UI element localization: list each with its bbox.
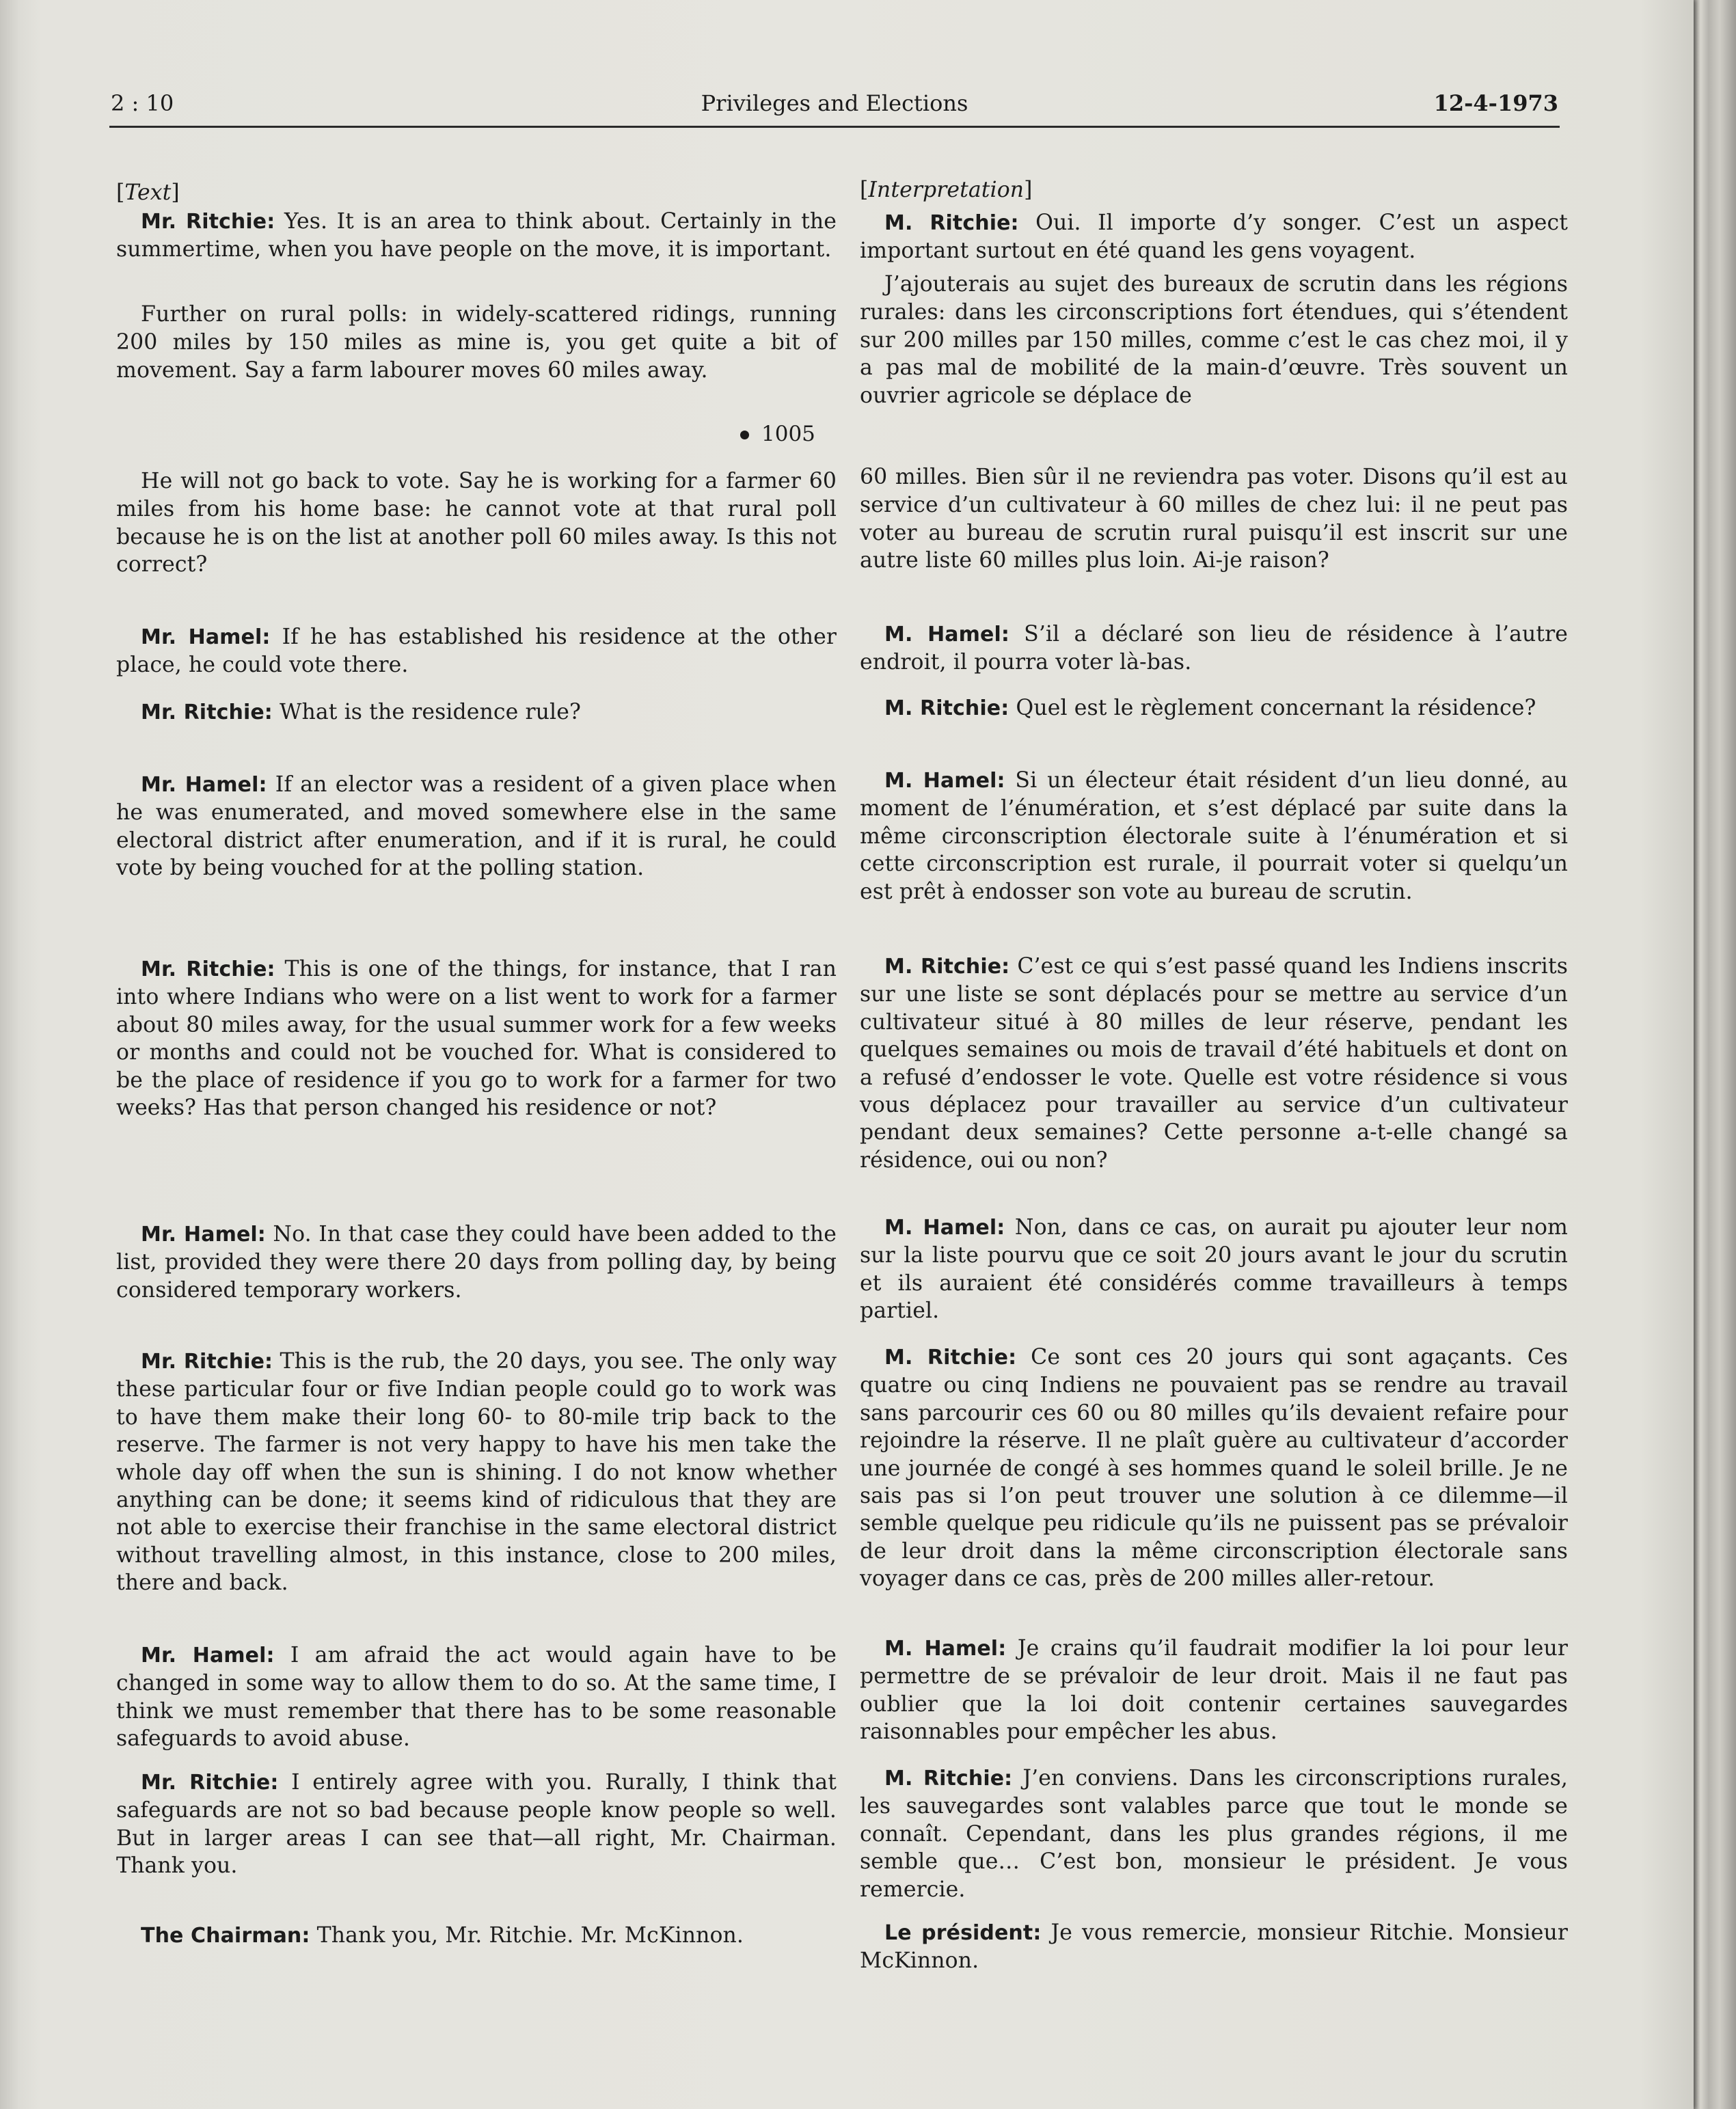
page-number: 2 : 10 (111, 90, 174, 116)
section-label-right: Interpretation (868, 178, 1025, 202)
speaker: The Chairman: (141, 1924, 310, 1948)
speaker: M. Ritchie: (884, 1346, 1017, 1370)
paragraph (860, 694, 1568, 722)
paragraph-text: He will not go back to vote. Say he is working for a farmer 60 miles from his home base: he cannot vote at that rural poll because he is on the list at another poll 60 miles away. Is this not correct? (116, 469, 837, 577)
paragraph-text: Thank you, Mr. Ritchie. Mr. McKinnon. (310, 1923, 744, 1948)
speaker: Mr. Ritchie: (141, 700, 273, 724)
paragraph (860, 209, 1568, 265)
paragraph (860, 1765, 1568, 1903)
paragraph (860, 1214, 1568, 1325)
paragraph-text: No. In that case they could have been added to the list, provided they were there 20 days from polling day, by being considered temporary workers. (116, 1222, 837, 1303)
speaker: M. Ritchie: (884, 955, 1010, 979)
paragraph-text: Oui. Il importe d’y songer. C’est un aspect important surtout en été quand les gens voyagent. (860, 210, 1568, 264)
paragraph-text: Non, dans ce cas, on aurait pu ajouter leur nom sur la liste pourvu que ce soit 20 jours avant le jour du scrutin et ils auraient été considérés comme travailleurs à temps partiel. (860, 1215, 1568, 1324)
paragraph (860, 1344, 1568, 1593)
paragraph-text: Yes. It is an area to think about. Certainly in the summertime, when you have people on the move, it is important. (116, 209, 837, 262)
page-stack-edge (1688, 0, 1736, 2109)
paragraph (116, 698, 837, 726)
paragraph-text: Ce sont ces 20 jours qui sont agaçants. Ces quatre ou cinq Indiens ne pouvaient pas se rendre au travail sans parcourir ces 60 ou 80 milles qu’ils devaient refaire pour rejoindre la réserve. Il ne plaît guère au cultivateur d’accorder une journée de congé à ses hommes quand le soleil brille. Je ne sais pas si l’on peut trouver une solution à ce dilemme—il semble quelque peu ridicule qu’ils ne puissent pas se prévaloir de leur droit dans la même circonscription électorale sans voyager dans ce cas, près de 200 milles aller-retour. (860, 1345, 1568, 1592)
paragraph (116, 1769, 837, 1880)
paragraph (860, 767, 1568, 906)
paragraph (860, 463, 1568, 575)
paragraph (116, 208, 837, 264)
paragraph-text: Je vous remercie, monsieur Ritchie. Monsieur McKinnon. (860, 1920, 1569, 1974)
time-marker-value: 1005 (761, 422, 815, 446)
paragraph (116, 623, 837, 679)
speaker: M. Hamel: (884, 769, 1005, 793)
paragraph (860, 953, 1568, 1174)
page-date: 12-4-1973 (1433, 90, 1558, 116)
speaker: M. Hamel: (884, 1216, 1005, 1240)
paragraph-text: Further on rural polls: in widely-scattered ridings, running 200 miles by 150 miles as mine is, you get quite a bit of movement. Say a farm labourer moves 60 miles away. (116, 302, 837, 383)
paragraph (860, 1919, 1568, 1975)
paragraph (860, 621, 1568, 677)
speaker: Mr. Ritchie: (141, 210, 275, 234)
paragraph (116, 467, 837, 579)
paragraph-text: This is the rub, the 20 days, you see. The only way these particular four or five Indian people could go to work was to have them make their long 60- to 80-mile trip back to the reserve. The farmer is not very happy to have his men take the whole day off when the sun is shining. I do not know whether anything can be done; it seems kind of ridiculous that they are not able to exercise their franchise in the same electoral district without travelling almost, in this instance, close to 200 miles, there and back. (116, 1349, 837, 1596)
paragraph (116, 1221, 837, 1304)
paragraph-text: This is one of the things, for instance, that I ran into where Indians who were on a list went to work for a farmer about 80 miles away, for the usual summer work for a few weeks or months and could not be vouched for. What is considered to be the place of residence if you go to work for a farmer for two weeks? Has that person changed his residence or not? (116, 957, 837, 1121)
paragraph-text: Quel est le règlement concernant la résidence? (1009, 696, 1536, 720)
paragraph-text: If he has established his residence at the other place, he could vote there. (116, 625, 837, 678)
speaker: Mr. Hamel: (141, 625, 271, 649)
speaker: M. Ritchie: (884, 696, 1009, 720)
paragraph (116, 955, 837, 1121)
speaker: M. Hamel: (884, 623, 1009, 647)
speaker: M. Ritchie: (884, 211, 1019, 235)
section-label-interpretation: [Interpretation] (860, 178, 1033, 202)
paragraph-text: I am afraid the act would again have to be changed in some way to allow them to do so. At the same time, I think we must remember that there has to be some reasonable safeguards to avoid abuse. (116, 1643, 837, 1752)
paragraph-text: I entirely agree with you. Rurally, I think that safeguards are not so bad because people know people so well. But in larger areas I can see that—all right, Mr. Chairman. Thank you. (116, 1770, 837, 1879)
paragraph (116, 771, 837, 882)
speaker: M. Hamel: (884, 1637, 1007, 1661)
speaker: M. Ritchie: (884, 1767, 1013, 1791)
paragraph-text: 60 milles. Bien sûr il ne reviendra pas voter. Disons qu’il est au service d’un cultivateur à 60 milles de chez lui: il ne peut pas voter au bureau de scrutin rural puisqu’il est inscrit sur une autre liste 60 milles plus loin. Ai-je raison? (860, 465, 1568, 573)
page-title: Privileges and Elections (701, 90, 968, 116)
paragraph-text: J’en conviens. Dans les circonscriptions rurales, les sauvegardes sont valables parce que tout le monde se connaît. Cependant, dans les plus grandes régions, il me semble que… C’est bon, monsieur le président. Je vous remercie. (860, 1766, 1568, 1902)
paragraph (860, 271, 1568, 409)
section-label-left: Text (124, 180, 172, 205)
paragraph (116, 1642, 837, 1753)
paragraph-text: What is the residence rule? (272, 700, 581, 724)
bullet-icon (740, 431, 749, 439)
paragraph-text: C’est ce qui s’est passé quand les Indiens inscrits sur une liste se sont déplacés pour se mettre au service d’un cultivateur situé à 80 milles de leur réserve, pendant les quelques semaines ou mois de travail d’été habituels et dont on a refusé d’endosser le vote. Quelle est votre résidence si vous vous déplacez pour travailler au service d’un cultivateur pendant deux semaines? Cette personne a-t-elle changé sa résidence, oui ou non? (860, 954, 1568, 1173)
paragraph-text: Je crains qu’il faudrait modifier la loi pour leur permettre de se prévaloir de leur droit. Mais il ne faut pas oublier que la loi doit contenir certaines sauvegardes raisonnables pour empêcher les abus. (860, 1636, 1568, 1745)
paragraph-text: S’il a déclaré son lieu de résidence à l’autre endroit, il pourra voter là-bas. (860, 622, 1569, 675)
page-header (109, 90, 1560, 128)
speaker: Le président: (884, 1921, 1042, 1945)
speaker: Mr. Hamel: (141, 1223, 266, 1247)
paragraph-text: Si un électeur était résident d’un lieu donné, au moment de l’énumération, et s’est déplacé par suite dans la même circonscription électorale suite à l’énumération et si cette circonscription est rurale, il pourrait voter si quelqu’un est prêt à endosser son vote au bureau de scrutin. (860, 768, 1568, 904)
section-label-text: [Text] (116, 180, 180, 205)
paragraph-text: If an elector was a resident of a given place when he was enumerated, and moved somewhere else in the same electoral district after enumeration, and if it is rural, he could vote by being vouched for at the polling station. (116, 772, 837, 881)
paragraph (116, 301, 837, 384)
speaker: Mr. Ritchie: (141, 1771, 279, 1795)
time-marker (740, 422, 815, 446)
paragraph (116, 1922, 837, 1950)
paragraph (860, 1635, 1568, 1746)
speaker: Mr. Hamel: (141, 773, 267, 797)
paragraph-text: J’ajouterais au sujet des bureaux de scrutin dans les régions rurales: dans les circonscriptions fort étendues, qui s’étendent sur 200 milles par 150 milles, comme c’est le cas chez moi, il y a pas mal de mobilité de la main-d’œuvre. Très souvent un ouvrier agricole se déplace de (860, 272, 1568, 408)
speaker: Mr. Hamel: (141, 1644, 275, 1668)
speaker: Mr. Ritchie: (141, 957, 275, 981)
paragraph (116, 1348, 837, 1597)
speaker: Mr. Ritchie: (141, 1350, 273, 1374)
